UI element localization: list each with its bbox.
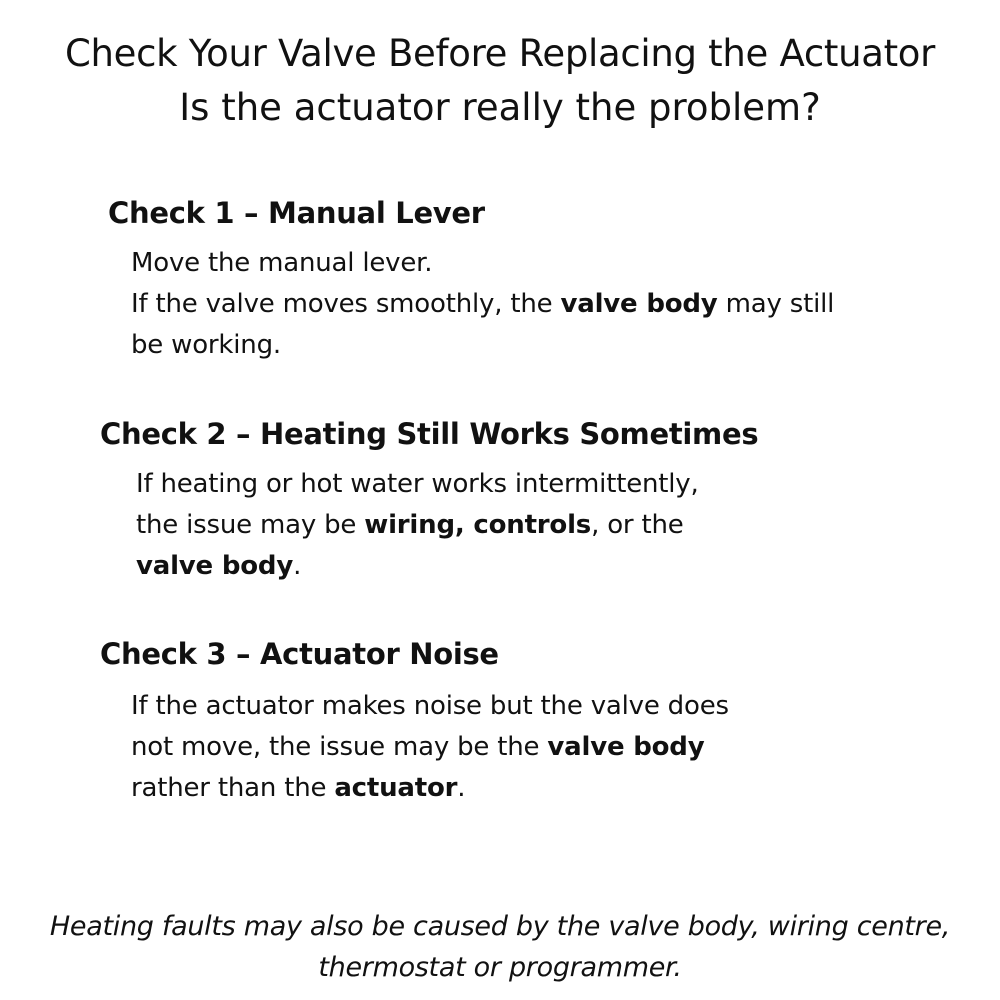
emphasis-wiring-controls: wiring, controls: [364, 510, 592, 540]
footnote: [0, 906, 1000, 988]
check-3-heading: Check 3 – Actuator Noise: [100, 637, 499, 671]
check-3-line-1: If the actuator makes noise but the valve does: [131, 691, 729, 721]
page-title: Check Your Valve Before Replacing the Actuator: [64, 32, 936, 75]
check-1-line-3: be working.: [131, 330, 281, 360]
check-3-line-3: rather than the actuator.: [131, 773, 466, 803]
check-3-body: [131, 686, 729, 809]
footnote-line-2: thermostat or programmer.: [318, 952, 682, 983]
check-2-line-1: If heating or hot water works intermittently,: [136, 469, 699, 499]
check-2-line-2: the issue may be wiring, controls, or the: [136, 510, 684, 540]
check-2-body: [136, 464, 699, 587]
emphasis-actuator: actuator: [334, 773, 458, 803]
footnote-line-1: Heating faults may also be caused by the valve body, wiring centre,: [49, 911, 951, 942]
check-2-heading: Check 2 – Heating Still Works Sometimes: [100, 417, 759, 451]
emphasis-valve-body: valve body: [136, 551, 294, 581]
emphasis-valve-body: valve body: [547, 732, 705, 762]
emphasis-valve-body: valve body: [560, 289, 718, 319]
check-2-line-3: valve body.: [136, 551, 302, 581]
check-1-body: [131, 243, 834, 366]
check-1-heading: Check 1 – Manual Lever: [108, 196, 485, 230]
page-subtitle: Is the actuator really the problem?: [179, 86, 821, 129]
check-1-line-2: If the valve moves smoothly, the valve body may still: [131, 289, 835, 319]
check-3-line-2: not move, the issue may be the valve body: [131, 732, 705, 762]
check-1-line-1: Move the manual lever.: [131, 248, 433, 278]
